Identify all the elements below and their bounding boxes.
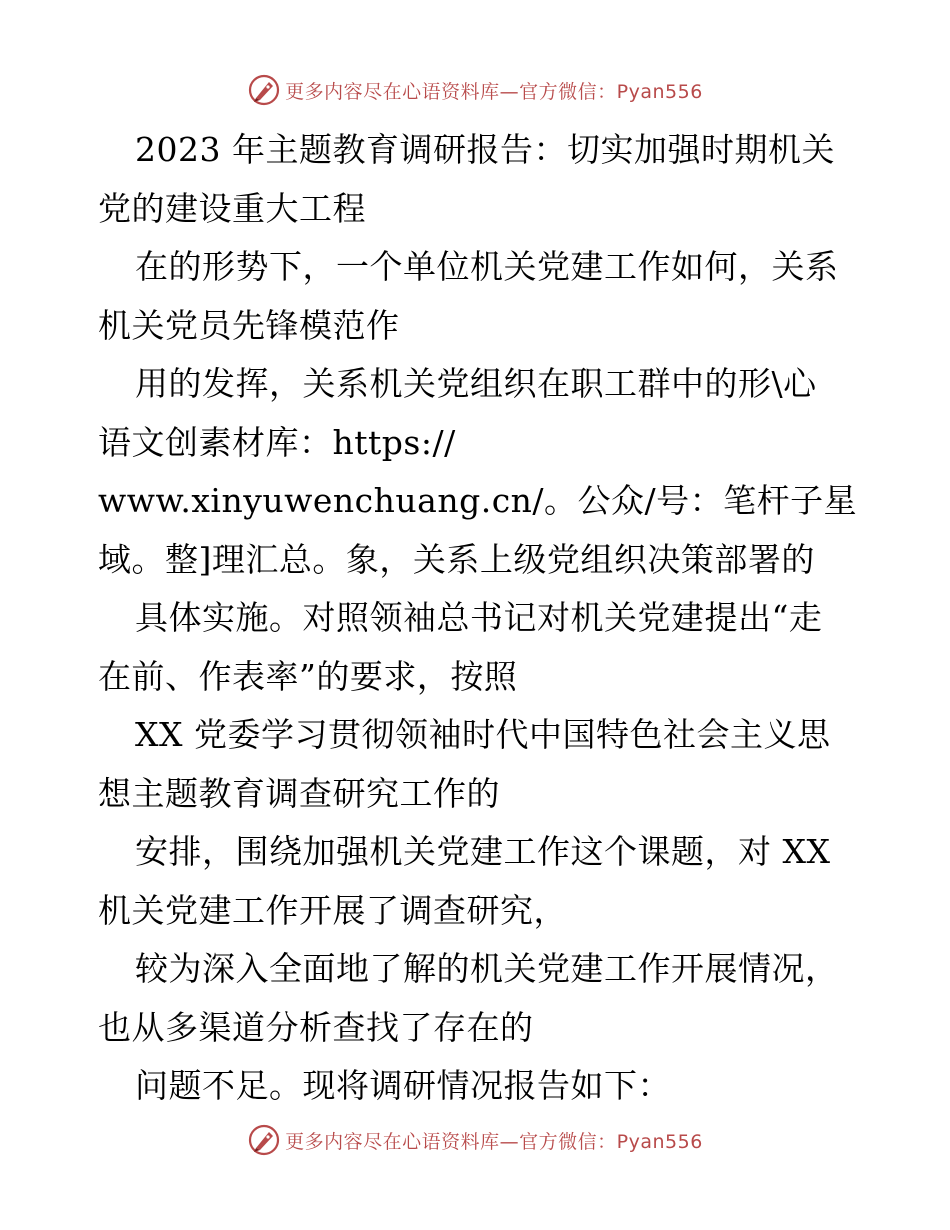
footer-banner <box>0 1122 950 1158</box>
header-banner <box>0 72 950 108</box>
doc-line: 机关党建工作开展了调查研究， <box>98 890 567 930</box>
doc-line: 机关党员先锋模范作 <box>98 305 400 345</box>
doc-line: 安排，围绕加强机关党建工作这个课题，对 XX <box>135 832 831 871</box>
footer-banner-text: 更多内容尽在心语资料库—官方微信：Pyan556 <box>285 1130 703 1153</box>
doc-line: 在前、作表率”的要求，按照 <box>98 656 518 696</box>
doc-line: 也从多渠道分析查找了存在的 <box>98 1007 534 1047</box>
doc-line: 2023 年主题教育调研报告：切实加强时期机关 <box>135 130 835 169</box>
doc-line: 域。整]理汇总。象，关系上级党组织决策部署的 <box>98 539 815 579</box>
doc-line: 语文创素材库：https:// <box>98 422 456 462</box>
doc-line: www.xinyuwenchuang.cn/。公众/号：笔杆子星 <box>98 481 858 520</box>
pen-nib-logo-icon <box>247 73 281 107</box>
document-body <box>98 121 858 1116</box>
doc-line: XX 党委学习贯彻领袖时代中国特色社会主义思 <box>135 715 831 754</box>
doc-line: 想主题教育调查研究工作的 <box>98 773 500 813</box>
doc-line: 具体实施。对照领袖总书记对机关党建提出“走 <box>135 598 823 637</box>
doc-line: 在的形势下，一个单位机关党建工作如何，关系 <box>135 247 839 286</box>
doc-line: 较为深入全面地了解的机关党建工作开展情况， <box>135 949 839 988</box>
doc-line: 党的建设重大工程 <box>98 188 366 228</box>
pen-nib-logo-icon <box>247 1123 281 1157</box>
header-banner-text: 更多内容尽在心语资料库—官方微信：Pyan556 <box>285 80 703 103</box>
doc-line: 问题不足。现将调研情况报告如下： <box>135 1066 671 1105</box>
doc-line: 用的发挥，关系机关党组织在职工群中的形\心 <box>135 364 817 403</box>
